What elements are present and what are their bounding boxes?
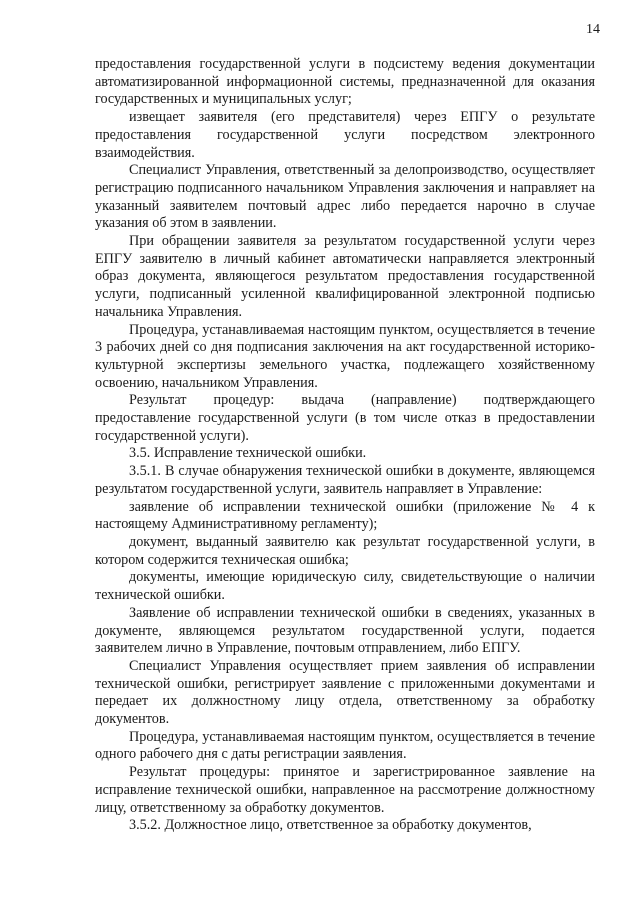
section-heading: 3.5. Исправление технической ошибки. bbox=[129, 445, 367, 462]
paragraph: При обращении заявителя за результатом государственной услуги через ЕПГУ заявителю в личный кабинет автоматически направляется электронный образ документа, являющегося результатом предоставления государственной услуги, подписанный усиленной квалифицированной электронной подписью начальника Управления. bbox=[95, 233, 595, 320]
paragraph: Специалист Управления, ответственный за делопроизводство, осуществляет регистрацию подписанного начальником Управления заключения и направляет на указанный заявителем почтовый адрес либо передается нарочно в случае указания об этом в заявлении. bbox=[95, 162, 595, 232]
paragraph: Процедура, устанавливаемая настоящим пунктом, осуществляется в течение 3 рабочих дней со дня подписания заключения на акт государственной историко-культурной экспертизы земельного участка, подлежащего хозяйственному освоению, начальником Управления. bbox=[95, 321, 595, 391]
paragraph: 3.5.2. Должностное лицо, ответственное за обработку документов, bbox=[129, 817, 532, 834]
paragraph: извещает заявителя (его представителя) через ЕПГУ о результате предоставления государственной услуги посредством электронного взаимодействия. bbox=[95, 109, 595, 161]
paragraph: Специалист Управления осуществляет прием заявления об исправлении технической ошибки, регистрирует заявление с приложенными документами и передает их должностному лицу отдела, ответственному за обработку документов. bbox=[95, 657, 595, 728]
document-body bbox=[95, 56, 595, 835]
paragraph: 3.5.1. В случае обнаружения технической ошибки в документе, являющемся результатом государственной услуги, заявитель направляет в Управление: bbox=[95, 463, 595, 497]
paragraph: Результат процедур: выдача (направление) подтверждающего предоставление государственной услуги (в том числе отказ в предоставлении государственной услуги). bbox=[95, 392, 595, 444]
paragraph: Результат процедуры: принятое и зарегистрированное заявление на исправление технической ошибки, направленное на рассмотрение должностному лицу, ответственному за обработку документов. bbox=[95, 764, 595, 816]
paragraph: Заявление об исправлении технической ошибки в сведениях, указанных в документе, являющемся результатом государственной услуги, подается заявителем лично в Управление, почтовым отправлением, либо ЕПГУ. bbox=[95, 604, 595, 657]
list-item: заявление об исправлении технической ошибки (приложение № 4 к настоящему Административному регламенту); bbox=[95, 498, 595, 533]
paragraph: Процедура, устанавливаемая настоящим пунктом, осуществляется в течение одного рабочего дня с даты регистрации заявления. bbox=[95, 728, 595, 763]
paragraph: предоставления государственной услуги в подсистему ведения документации автоматизированной информационной системы, предназначенной для оказания государственных и муниципальных услуг; bbox=[95, 56, 595, 108]
list-item: документ, выданный заявителю как результат государственной услуги, в котором содержится техническая ошибка; bbox=[95, 533, 595, 568]
page-number: 14 bbox=[586, 22, 600, 37]
list-item: документы, имеющие юридическую силу, свидетельствующие о наличии технической ошибки. bbox=[95, 569, 595, 604]
